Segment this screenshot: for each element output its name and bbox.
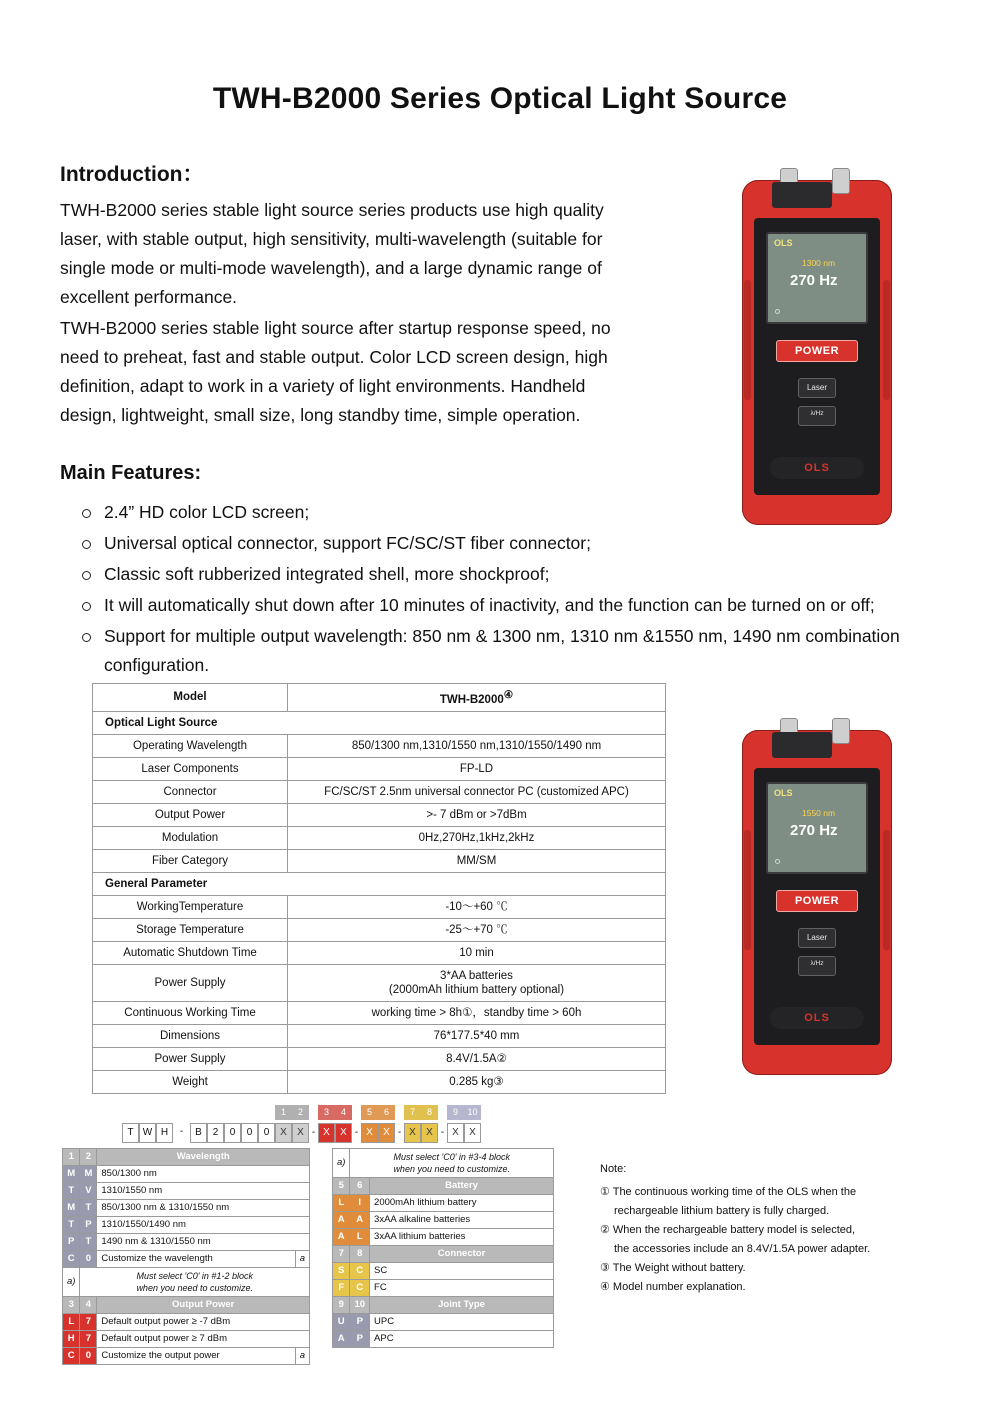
model-code-prefix-cell: W: [139, 1123, 156, 1143]
legend-note: Must select 'C0' in #3-4 block when you need to customize.: [350, 1149, 554, 1178]
table-cell-value: -10～+60 ℃: [288, 895, 666, 918]
table-row: [93, 872, 666, 895]
introduction-heading: Introduction：: [60, 163, 204, 186]
legend-key: A: [333, 1331, 350, 1348]
model-code-position-header: 6: [378, 1105, 395, 1120]
legend-key: L: [333, 1195, 350, 1212]
wavelength-frequency-button: λ/Hz: [798, 956, 836, 976]
table-cell-value: -25～+70 ℃: [288, 918, 666, 941]
table-cell-value: MM/SM: [288, 849, 666, 872]
table-cell-label: Output Power: [93, 803, 288, 826]
table-row: [93, 1070, 666, 1093]
legend-key: C: [350, 1280, 370, 1297]
note-item: ① The continuous working time of the OLS when the: [600, 1186, 857, 1198]
legend-row: [333, 1314, 554, 1331]
legend-table-mid-wrapper: [332, 1148, 554, 1348]
legend-label: 1310/1550 nm: [97, 1183, 310, 1200]
legend-key: T: [80, 1234, 97, 1251]
legend-section-header: Battery: [370, 1178, 554, 1195]
laser-button: Laser: [798, 928, 836, 948]
legend-row: [333, 1246, 554, 1263]
legend-key: 8: [350, 1246, 370, 1263]
table-cell-label: Power Supply: [93, 1047, 288, 1070]
legend-label: 3xAA alkaline batteries: [370, 1212, 554, 1229]
lcd-ols-label: OLS: [774, 788, 793, 798]
legend-key: C: [63, 1251, 80, 1268]
legend-label: FC: [370, 1280, 554, 1297]
feature-item: It will automatically shut down after 10 minutes of inactivity, and the function can be turned on or off;: [82, 591, 960, 620]
legend-label: 1490 nm & 1310/1550 nm: [97, 1234, 310, 1251]
legend-key: 7: [333, 1246, 350, 1263]
device-grip: [744, 280, 751, 400]
device-body: [754, 768, 880, 1045]
legend-note: Must select 'C0' in #1-2 block when you need to customize.: [80, 1268, 310, 1297]
model-code-prefix-cell: -: [173, 1123, 190, 1143]
legend-tag: a: [295, 1251, 309, 1268]
table-cell-value: 850/1300 nm,1310/1550 nm,1310/1550/1490 nm: [288, 734, 666, 757]
note-item: rechargeable lithium battery is fully charged.: [614, 1205, 830, 1217]
introduction-paragraph-1: TWH-B2000 series stable light source series products use high quality laser, with stable output, high sensitivity, multi-wavelength (suitable for single mode or multi-mode wavelength), and a large dynamic range of excellent performance.: [60, 200, 604, 307]
model-code-cell: X: [318, 1123, 335, 1143]
feature-item: Support for multiple output wavelength: 850 nm & 1300 nm, 1310 nm &1550 nm, 1490 nm combination configuration.: [82, 622, 960, 680]
model-code-prefix-cell: T: [122, 1123, 139, 1143]
table-cell-value: 3*AA batteries (2000mAh lithium battery optional): [288, 964, 666, 1001]
legend-row: [63, 1149, 310, 1166]
lcd-indicator-icon: [775, 859, 780, 864]
legend-key: P: [350, 1314, 370, 1331]
legend-section-header: Connector: [370, 1246, 554, 1263]
legend-row: [333, 1149, 554, 1178]
legend-key: L: [63, 1314, 80, 1331]
legend-label: 3xAA lithium batteries: [370, 1229, 554, 1246]
model-code-position-headers: [70, 1105, 630, 1121]
power-button: POWER: [776, 340, 858, 362]
device-brand-label: OLS: [770, 1007, 864, 1029]
model-code-prefix-cell: B: [190, 1123, 207, 1143]
model-code-position-header: 10: [464, 1105, 481, 1120]
legend-label: 850/1300 nm & 1310/1550 nm: [97, 1200, 310, 1217]
legend-key: 7: [80, 1314, 97, 1331]
model-code-separator: -: [440, 1127, 445, 1138]
table-row: [93, 757, 666, 780]
table-row: [93, 1047, 666, 1070]
table-section-header: General Parameter: [93, 872, 666, 895]
note-item: ② When the rechargeable battery model is selected,: [600, 1224, 856, 1236]
legend-key: 6: [350, 1178, 370, 1195]
model-code-separator: -: [311, 1127, 316, 1138]
table-cell-value: 0.285 kg③: [288, 1070, 666, 1093]
lcd-frequency: 270 Hz: [790, 272, 838, 289]
legend-key: H: [63, 1331, 80, 1348]
legend-row: [333, 1263, 554, 1280]
model-code-position-header: 2: [292, 1105, 309, 1120]
table-row: [93, 964, 666, 1001]
device-image-top: [742, 180, 892, 525]
model-code-separator: -: [354, 1127, 359, 1138]
legend-label: Default output power ≥ 7 dBm: [97, 1331, 310, 1348]
model-code-prefix-cell: 2: [207, 1123, 224, 1143]
model-code-cells: [70, 1123, 630, 1145]
legend-key: P: [63, 1234, 80, 1251]
legend-label: Default output power ≥ -7 dBm: [97, 1314, 310, 1331]
legend-row: [333, 1280, 554, 1297]
model-code-position-header: 1: [275, 1105, 292, 1120]
table-row: [93, 780, 666, 803]
table-cell-label: Dimensions: [93, 1024, 288, 1047]
notes-block: [600, 1160, 940, 1297]
specification-table: [92, 683, 666, 1094]
table-cell-label: Modulation: [93, 826, 288, 849]
model-code-separator: -: [397, 1127, 402, 1138]
table-cell-label: WorkingTemperature: [93, 895, 288, 918]
model-code-prefix-cell: H: [156, 1123, 173, 1143]
legend-key: 1: [63, 1149, 80, 1166]
lcd-indicator-icon: [775, 309, 780, 314]
legend-label: APC: [370, 1331, 554, 1348]
footnote-marker: ④: [503, 689, 514, 701]
model-code-diagram: [70, 1105, 630, 1145]
legend-row: [63, 1268, 310, 1297]
legend-row: [333, 1229, 554, 1246]
table-row: [93, 895, 666, 918]
legend-key: 4: [80, 1297, 97, 1314]
table-cell-label: Laser Components: [93, 757, 288, 780]
legend-key: V: [80, 1183, 97, 1200]
legend-row: [63, 1183, 310, 1200]
legend-key: A: [350, 1212, 370, 1229]
note-item: ④ Model number explanation.: [600, 1281, 746, 1293]
model-code-cell: X: [275, 1123, 292, 1143]
legend-row: [63, 1251, 310, 1268]
legend-table-left-wrapper: [62, 1148, 310, 1365]
legend-key: L: [350, 1229, 370, 1246]
table-cell-value: working time > 8h①，standby time > 60h: [288, 1001, 666, 1024]
model-code-position-header: 8: [421, 1105, 438, 1120]
table-row: [93, 849, 666, 872]
legend-section-header: Joint Type: [370, 1297, 554, 1314]
table-cell-label: Operating Wavelength: [93, 734, 288, 757]
page-title: TWH-B2000 Series Optical Light Source: [212, 82, 788, 115]
table-cell-value: TWH-B2000④: [288, 684, 666, 712]
table-cell-label: Weight: [93, 1070, 288, 1093]
legend-key: M: [80, 1166, 97, 1183]
device-grip: [883, 830, 890, 950]
legend-tag: a: [295, 1348, 309, 1365]
legend-key: U: [333, 1314, 350, 1331]
lcd-ols-label: OLS: [774, 238, 793, 248]
legend-key: A: [333, 1229, 350, 1246]
device-top-bar: [772, 182, 832, 208]
table-cell-value: >- 7 dBm or >7dBm: [288, 803, 666, 826]
legend-key: C: [63, 1348, 80, 1365]
features-list: [60, 498, 960, 682]
legend-row: [333, 1195, 554, 1212]
legend-key: 3: [63, 1297, 80, 1314]
feature-item: 2.4” HD color LCD screen;: [82, 498, 960, 527]
device-image-bottom: [742, 730, 892, 1075]
device-grip: [744, 830, 751, 950]
table-cell-label: Continuous Working Time: [93, 1001, 288, 1024]
table-row: [93, 803, 666, 826]
table-cell-label: Fiber Category: [93, 849, 288, 872]
model-code-cell: X: [421, 1123, 438, 1143]
legend-row: [63, 1348, 310, 1365]
legend-row: [63, 1234, 310, 1251]
legend-label: 850/1300 nm: [97, 1166, 310, 1183]
table-row: [93, 826, 666, 849]
note-item: the accessories include an 8.4V/1.5A power adapter.: [614, 1243, 871, 1255]
legend-key: 2: [80, 1149, 97, 1166]
lcd-wavelength: 1550 nm: [802, 808, 836, 818]
model-code-cell: X: [378, 1123, 395, 1143]
model-code-cell: X: [404, 1123, 421, 1143]
model-code-cell: X: [464, 1123, 481, 1143]
introduction-paragraph-2: TWH-B2000 series stable light source after startup response speed, no need to preheat, fast and stable output. Color LCD screen design, high definition, adapt to work in a variety of light environments. Handheld design, lightweight, small size, long standby time, simple operation.: [60, 318, 611, 425]
legend-key: F: [333, 1280, 350, 1297]
legend-table-left: [62, 1148, 310, 1365]
legend-key: T: [80, 1200, 97, 1217]
legend-row: [63, 1314, 310, 1331]
legend-row: [63, 1331, 310, 1348]
table-cell-label: Model: [93, 684, 288, 712]
legend-key: A: [333, 1212, 350, 1229]
model-code-cell: X: [361, 1123, 378, 1143]
legend-key: T: [63, 1183, 80, 1200]
feature-item: Classic soft rubberized integrated shell, more shockproof;: [82, 560, 960, 589]
table-row: [93, 1001, 666, 1024]
legend-key: C: [350, 1263, 370, 1280]
legend-key: T: [63, 1217, 80, 1234]
model-code-position-header: 4: [335, 1105, 352, 1120]
laser-button: Laser: [798, 378, 836, 398]
legend-row: [63, 1217, 310, 1234]
legend-key: 10: [350, 1297, 370, 1314]
legend-label: Customize the wavelength: [97, 1251, 295, 1268]
legend-key: P: [80, 1217, 97, 1234]
table-row: [93, 941, 666, 964]
table-cell-value: 10 min: [288, 941, 666, 964]
legend-key: P: [350, 1331, 370, 1348]
legend-row: [63, 1200, 310, 1217]
legend-key: M: [63, 1200, 80, 1217]
table-row: [93, 918, 666, 941]
power-button: POWER: [776, 890, 858, 912]
table-cell-value: FC/SC/ST 2.5nm universal connector PC (customized APC): [288, 780, 666, 803]
model-code-position-header: 7: [404, 1105, 421, 1120]
device-grip: [883, 280, 890, 400]
legend-row: [333, 1331, 554, 1348]
legend-table-mid: [332, 1148, 554, 1348]
legend-section-header: Wavelength: [97, 1149, 310, 1166]
legend-key: 5: [333, 1178, 350, 1195]
model-code-cell: X: [447, 1123, 464, 1143]
legend-label: 2000mAh lithium battery: [370, 1195, 554, 1212]
device-top-bar: [772, 732, 832, 758]
feature-item: Universal optical connector, support FC/SC/ST fiber connector;: [82, 529, 960, 558]
model-code-prefix-cell: 0: [241, 1123, 258, 1143]
introduction-body: [60, 196, 620, 430]
legend-section-header: Output Power: [97, 1297, 310, 1314]
device-lcd-screen: [766, 782, 868, 874]
model-code-cell: X: [335, 1123, 352, 1143]
legend-key: 7: [80, 1331, 97, 1348]
connector-cap-icon: [832, 718, 850, 744]
device-lcd-screen: [766, 232, 868, 324]
wavelength-frequency-button: λ/Hz: [798, 406, 836, 426]
legend-label: 1310/1550/1490 nm: [97, 1217, 310, 1234]
model-code-position-header: 5: [361, 1105, 378, 1120]
model-code-position-header: 9: [447, 1105, 464, 1120]
legend-row: [333, 1212, 554, 1229]
table-row: [93, 684, 666, 712]
features-heading: Main Features:: [60, 462, 202, 484]
model-code-prefix-cell: 0: [224, 1123, 241, 1143]
legend-key: M: [63, 1166, 80, 1183]
model-code-prefix-cell: 0: [258, 1123, 275, 1143]
legend-key: 0: [80, 1348, 97, 1365]
table-section-header: Optical Light Source: [93, 711, 666, 734]
table-cell-value: 76*177.5*40 mm: [288, 1024, 666, 1047]
table-row: [93, 1024, 666, 1047]
legend-row: [63, 1166, 310, 1183]
legend-key: I: [350, 1195, 370, 1212]
legend-note-tag: a): [333, 1149, 350, 1178]
legend-key: 0: [80, 1251, 97, 1268]
model-code-cell: X: [292, 1123, 309, 1143]
table-cell-label: Connector: [93, 780, 288, 803]
note-item: ③ The Weight without battery.: [600, 1262, 746, 1274]
legend-label: Customize the output power: [97, 1348, 295, 1365]
legend-note-tag: a): [63, 1268, 80, 1297]
table-row: [93, 734, 666, 757]
notes-heading: Note:: [600, 1163, 627, 1175]
legend-key: S: [333, 1263, 350, 1280]
table-cell-value: 8.4V/1.5A②: [288, 1047, 666, 1070]
connector-cap-icon: [832, 168, 850, 194]
legend-row: [63, 1297, 310, 1314]
lcd-wavelength: 1300 nm: [802, 258, 836, 268]
model-code-position-header: 3: [318, 1105, 335, 1120]
table-row: [93, 711, 666, 734]
lcd-frequency: 270 Hz: [790, 822, 838, 839]
table-cell-value: 0Hz,270Hz,1kHz,2kHz: [288, 826, 666, 849]
device-brand-label: OLS: [770, 457, 864, 479]
table-cell-label: Storage Temperature: [93, 918, 288, 941]
legend-label: SC: [370, 1263, 554, 1280]
legend-row: [333, 1178, 554, 1195]
table-cell-value: FP-LD: [288, 757, 666, 780]
table-cell-label: Power Supply: [93, 964, 288, 1001]
legend-key: 9: [333, 1297, 350, 1314]
legend-row: [333, 1297, 554, 1314]
table-cell-label: Automatic Shutdown Time: [93, 941, 288, 964]
device-body: [754, 218, 880, 495]
legend-label: UPC: [370, 1314, 554, 1331]
